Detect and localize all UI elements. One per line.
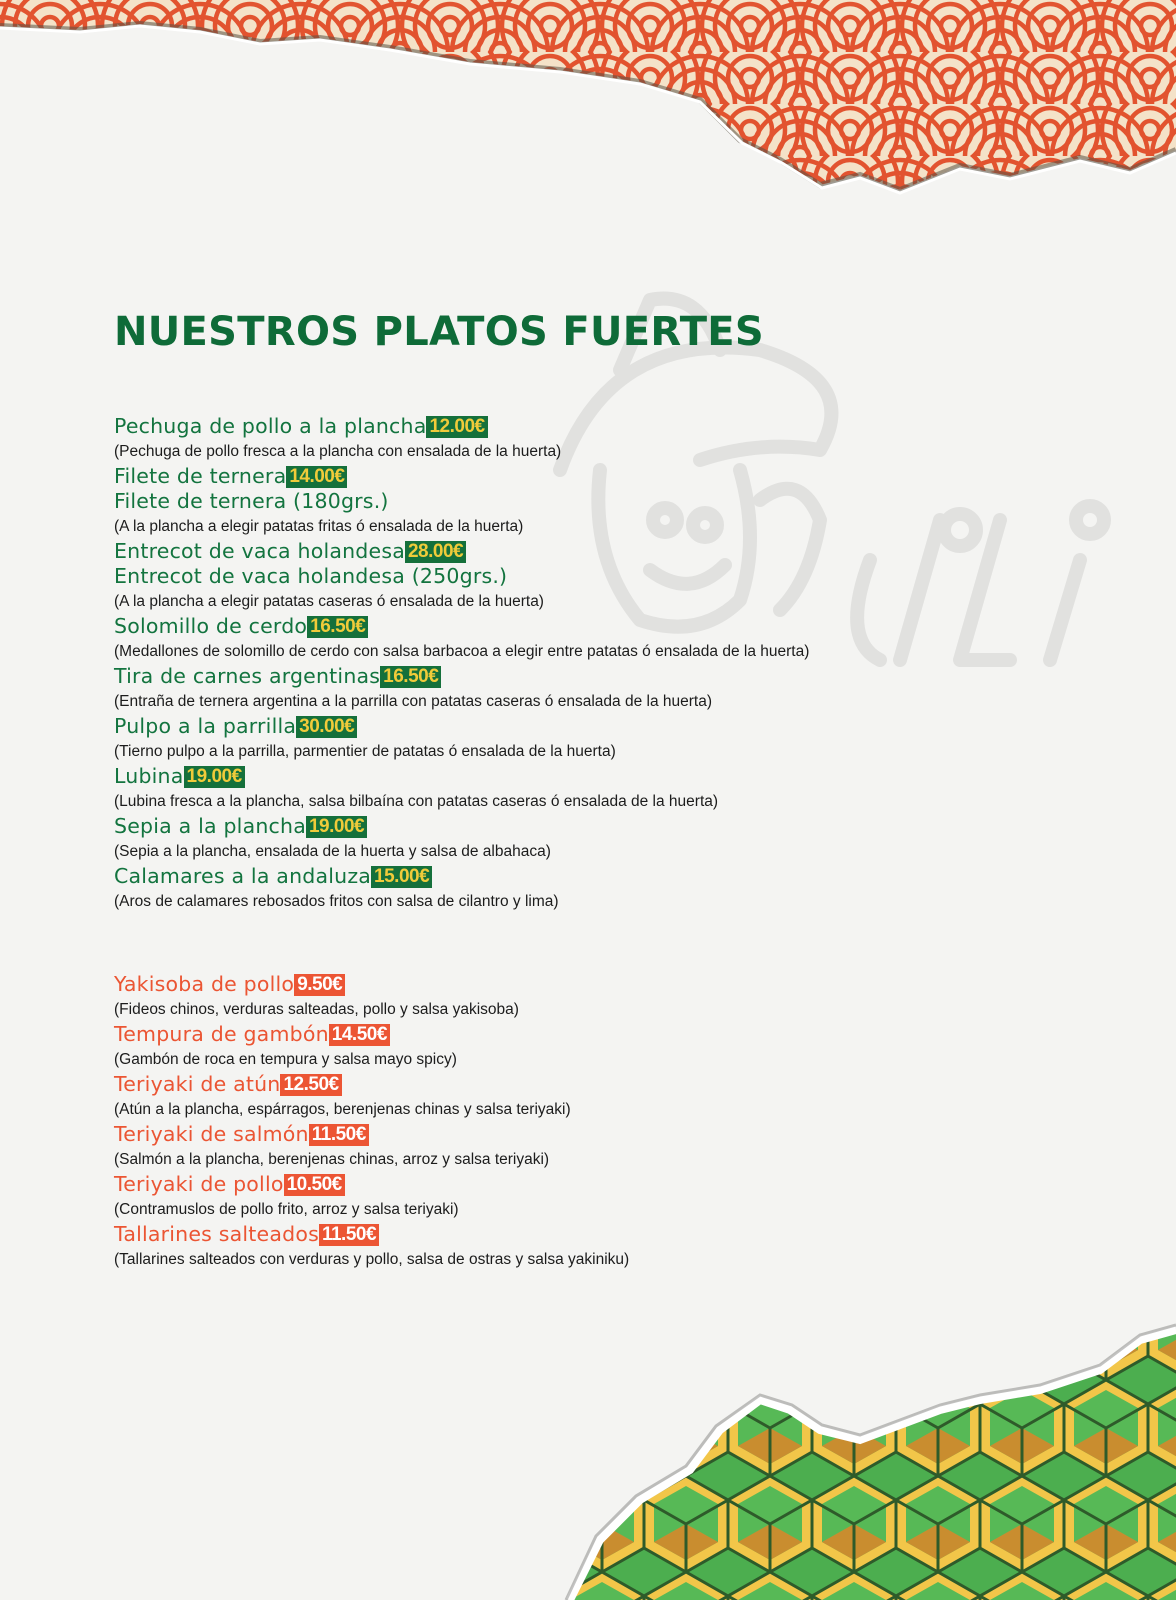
item-price: 19.00€: [306, 816, 367, 838]
menu-item: [114, 1022, 1074, 1072]
item-description: (A la plancha a elegir patatas fritas ó ensalada de la huerta): [114, 518, 524, 535]
item-price: 12.00€: [426, 416, 487, 438]
item-name: Solomillo de cerdo: [114, 614, 308, 638]
item-description: (A la plancha a elegir patatas caseras ó ensalada de la huerta): [114, 593, 544, 610]
item-description: (Atún a la plancha, espárragos, berenjenas chinas y salsa teriyaki): [114, 1101, 571, 1118]
item-description: (Pechuga de pollo fresca a la plancha con ensalada de la huerta): [114, 443, 562, 460]
menu-item: [114, 714, 1074, 764]
item-description: (Gambón de roca en tempura y salsa mayo spicy): [114, 1051, 457, 1068]
item-description: (Entraña de ternera argentina a la parrilla con patatas caseras ó ensalada de la huerta): [114, 693, 712, 710]
item-price: 12.50€: [280, 1074, 341, 1096]
menu-item: [114, 814, 1074, 864]
menu-item: [114, 1222, 1074, 1272]
menu-item: [114, 614, 1074, 664]
item-description: (Tallarines salteados con verduras y pollo, salsa de ostras y salsa yakiniku): [114, 1251, 630, 1268]
item-name: Sepia a la plancha: [114, 814, 306, 838]
menu-item: [114, 764, 1074, 814]
item-name: Teriyaki de salmón: [114, 1122, 309, 1146]
item-price: 11.50€: [309, 1124, 369, 1146]
item-price: 14.00€: [286, 466, 347, 488]
menu-item: [114, 414, 1074, 464]
item-name: Tallarines salteados: [114, 1222, 319, 1246]
item-description: (Tierno pulpo a la parrilla, parmentier de patatas ó ensalada de la huerta): [114, 743, 616, 760]
item-price: 16.50€: [380, 666, 441, 688]
item-name: Pulpo a la parrilla: [114, 714, 297, 738]
asian-dishes-list: [114, 972, 1074, 1272]
item-description: (Lubina fresca a la plancha, salsa bilbaína con patatas caseras ó ensalada de la huerta): [114, 793, 719, 810]
item-description: (Salmón a la plancha, berenjenas chinas, arroz y salsa teriyaki): [114, 1151, 550, 1168]
menu-item: [114, 1172, 1074, 1222]
item-price: 30.00€: [296, 716, 357, 738]
item-description: (Sepia a la plancha, ensalada de la huerta y salsa de albahaca): [114, 843, 551, 860]
page-title: NUESTROS PLATOS FUERTES: [114, 309, 765, 355]
item-price: 11.50€: [319, 1224, 379, 1246]
item-price: 10.50€: [284, 1174, 345, 1196]
item-name: Teriyaki de atún: [114, 1072, 281, 1096]
item-description: (Fideos chinos, verduras salteadas, pollo y salsa yakisoba): [114, 1001, 519, 1018]
item-description: (Medallones de solomillo de cerdo con salsa barbacoa a elegir entre patatas ó ensalada de la huerta): [114, 643, 810, 660]
item-name: Yakisoba de pollo: [114, 972, 295, 996]
menu-item: [114, 464, 1074, 539]
menu-item: [114, 1072, 1074, 1122]
menu-item: [114, 864, 1074, 914]
item-name: Tempura de gambón: [114, 1022, 329, 1046]
item-name: Tira de carnes argentinas: [114, 664, 381, 688]
item-price: 14.50€: [329, 1024, 390, 1046]
main-dishes-list: [114, 414, 1074, 914]
item-subtitle: Entrecot de vaca holandesa (250grs.): [114, 564, 508, 588]
item-price: 9.50€: [294, 974, 345, 996]
menu-item: [114, 972, 1074, 1022]
item-name: Teriyaki de pollo: [114, 1172, 284, 1196]
item-name: Filete de ternera: [114, 464, 287, 488]
item-description: (Contramuslos de pollo frito, arroz y salsa teriyaki): [114, 1201, 459, 1218]
item-description: (Aros de calamares rebosados fritos con salsa de cilantro y lima): [114, 893, 559, 910]
item-name: Lubina: [114, 764, 184, 788]
item-price: 19.00€: [184, 766, 245, 788]
menu-item: [114, 539, 1074, 614]
item-price: 28.00€: [405, 541, 466, 563]
item-subtitle: Filete de ternera (180grs.): [114, 489, 389, 513]
item-name: Pechuga de pollo a la plancha: [114, 414, 427, 438]
item-price: 16.50€: [307, 616, 368, 638]
menu-item: [114, 1122, 1074, 1172]
item-price: 15.00€: [371, 866, 432, 888]
menu-item: [114, 664, 1074, 714]
item-name: Calamares a la andaluza: [114, 864, 372, 888]
item-name: Entrecot de vaca holandesa: [114, 539, 405, 563]
